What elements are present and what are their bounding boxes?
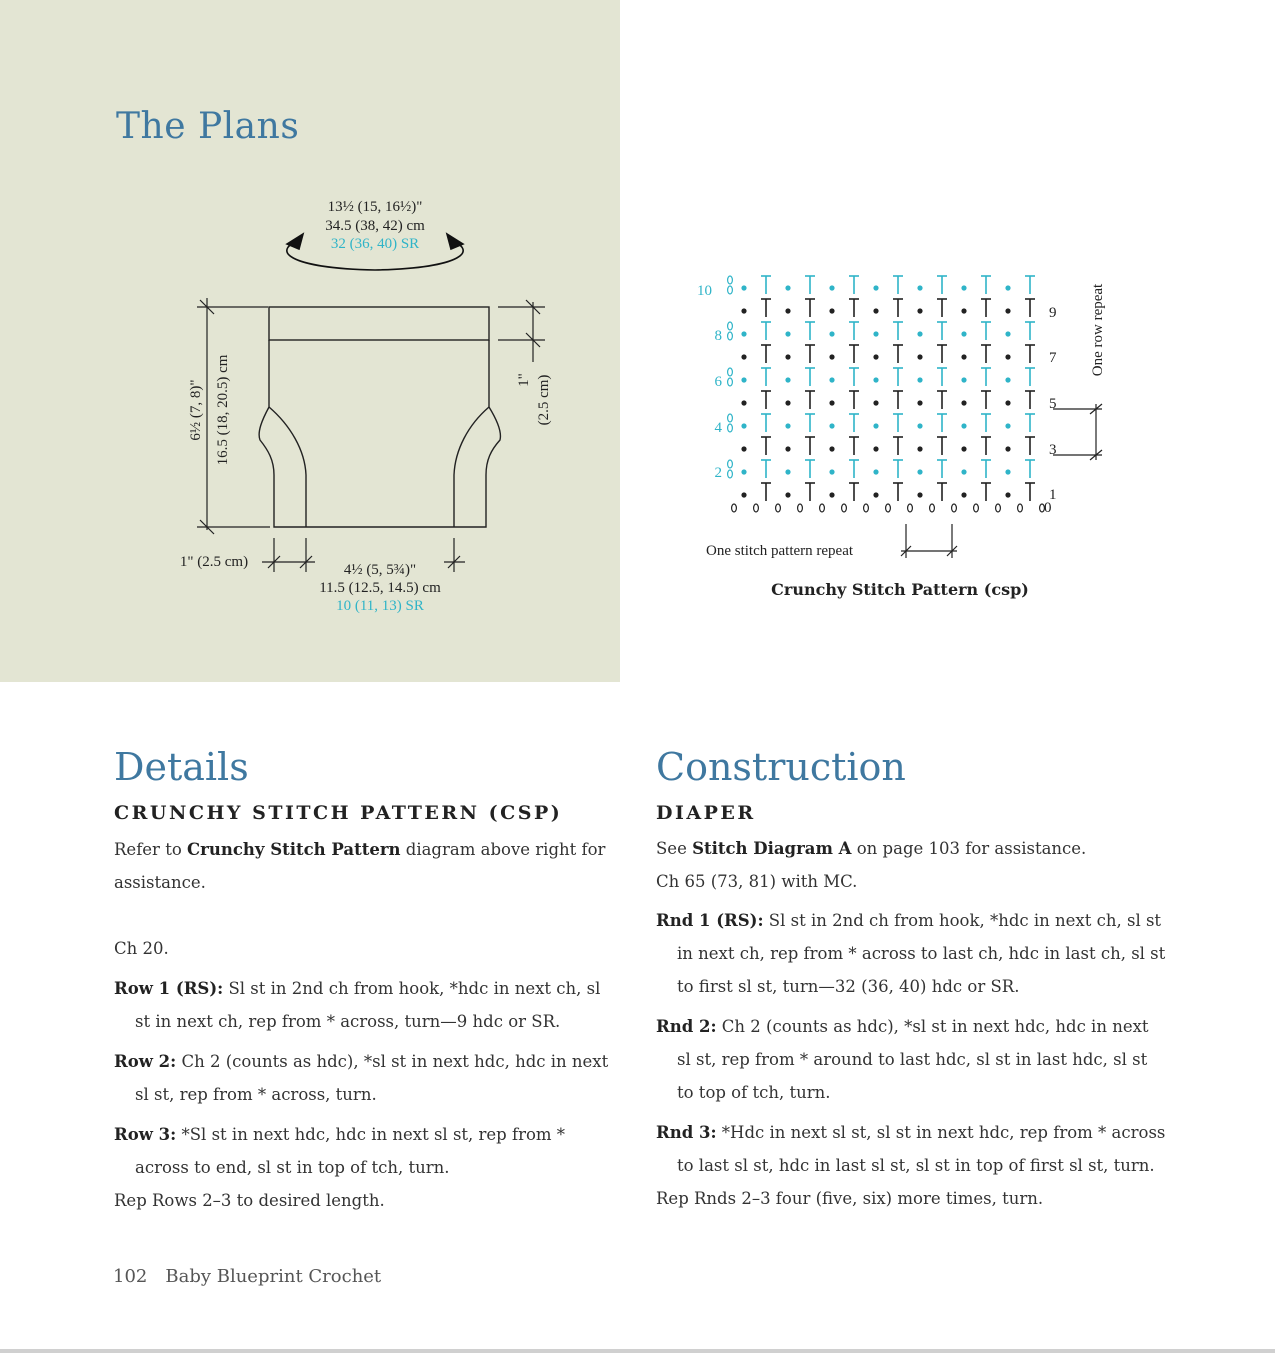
- chain-symbol: [728, 424, 733, 432]
- slst-symbol: [917, 400, 922, 405]
- construction-subheading: DIAPER: [656, 802, 756, 824]
- slst-symbol: [741, 308, 746, 313]
- row-repeat-bracket: [1053, 404, 1102, 460]
- page-number: 102: [113, 1266, 148, 1287]
- chain-symbol: [886, 504, 891, 512]
- details-body: [114, 833, 619, 1217]
- construction-rnd-3: Rnd 3: *Hdc in next sl st, sl st in next hdc, rep from * across to last sl st, hdc in last sl st, sl st in top of first sl st, turn.: [656, 1123, 1166, 1175]
- leg-measure: 1" (2.5 cm): [179, 554, 249, 570]
- construction-closing: Rep Rnds 2–3 four (five, six) more times, turn.: [656, 1189, 1044, 1208]
- slst-symbol: [917, 446, 922, 451]
- slst-symbol: [961, 377, 966, 382]
- chain-symbol: [864, 504, 869, 512]
- chain-symbol: [728, 332, 733, 340]
- slst-symbol: [829, 423, 834, 428]
- slst-symbol: [1005, 285, 1010, 290]
- slst-symbol: [829, 331, 834, 336]
- slst-symbol: [785, 308, 790, 313]
- slst-symbol: [961, 469, 966, 474]
- slst-symbol: [917, 492, 922, 497]
- slst-symbol: [1005, 469, 1010, 474]
- diaper-outline: [259, 307, 500, 527]
- row-number-left: 2: [714, 465, 722, 481]
- slst-symbol: [829, 354, 834, 359]
- chain-symbol: [728, 460, 733, 468]
- top-measure-in: 13½ (15, 16½)": [327, 199, 423, 215]
- chain-symbol: [952, 504, 957, 512]
- slst-symbol: [829, 400, 834, 405]
- slst-symbol: [741, 331, 746, 336]
- stitch-repeat-label: One stitch pattern repeat: [706, 543, 854, 559]
- slst-symbol: [873, 308, 878, 313]
- plans-title: The Plans: [116, 106, 300, 147]
- stitch-repeat-bracket: [901, 524, 957, 558]
- row-number-left: 6: [714, 374, 722, 390]
- construction-body: [656, 832, 1166, 1215]
- height-measure-in: 6½ (7, 8)": [188, 379, 204, 441]
- slst-symbol: [785, 469, 790, 474]
- diaper-schematic: [0, 0, 620, 682]
- slst-symbol: [741, 285, 746, 290]
- slst-symbol: [829, 285, 834, 290]
- chain-symbol: [776, 504, 781, 512]
- row-number-right: 9: [1049, 305, 1057, 321]
- slst-symbol: [873, 423, 878, 428]
- slst-symbol: [961, 423, 966, 428]
- details-heading: Details: [114, 745, 249, 789]
- slst-symbol: [1005, 492, 1010, 497]
- chain-symbol: [974, 504, 979, 512]
- book-title: Baby Blueprint Crochet: [165, 1266, 382, 1287]
- slst-symbol: [873, 469, 878, 474]
- construction-chain: Ch 65 (73, 81) with MC.: [656, 872, 858, 891]
- slst-symbol: [961, 285, 966, 290]
- slst-symbol: [829, 308, 834, 313]
- slst-symbol: [741, 469, 746, 474]
- slst-symbol: [785, 400, 790, 405]
- slst-symbol: [1005, 400, 1010, 405]
- slst-symbol: [917, 469, 922, 474]
- details-chain: Ch 20.: [114, 939, 169, 958]
- height-dimension-line: [197, 298, 270, 534]
- slst-symbol: [917, 354, 922, 359]
- chain-symbol: [930, 504, 935, 512]
- chain-symbol: [728, 378, 733, 386]
- slst-symbol: [961, 400, 966, 405]
- chart-caption: Crunchy Stitch Pattern (csp): [771, 580, 1029, 599]
- row-number-right: 7: [1049, 350, 1057, 366]
- band-measure-in: 1": [516, 373, 532, 387]
- slst-symbol: [1005, 423, 1010, 428]
- details-row-1: Row 1 (RS): Sl st in 2nd ch from hook, *hdc in next ch, sl st in next ch, rep from * across, turn—9 hdc or SR.: [114, 979, 601, 1031]
- slst-symbol: [1005, 308, 1010, 313]
- slst-symbol: [1005, 446, 1010, 451]
- slst-symbol: [829, 492, 834, 497]
- slst-symbol: [1005, 377, 1010, 382]
- chain-symbol: [728, 414, 733, 422]
- row-number-right: 1: [1049, 487, 1057, 503]
- bottom-measure-cm: 11.5 (12.5, 14.5) cm: [319, 580, 441, 596]
- stitch-chart: [690, 260, 1130, 570]
- construction-intro: See Stitch Diagram A on page 103 for assistance.: [656, 839, 1087, 858]
- construction-rnd-2: Rnd 2: Ch 2 (counts as hdc), *sl st in next hdc, hdc in next sl st, rep from * around to last hdc, sl st in last hdc, sl st to top of tch, turn.: [656, 1017, 1149, 1102]
- slst-symbol: [873, 446, 878, 451]
- foundation-end-label: 0: [1044, 500, 1052, 516]
- slst-symbol: [741, 446, 746, 451]
- chain-symbol: [754, 504, 759, 512]
- slst-symbol: [741, 354, 746, 359]
- slst-symbol: [873, 285, 878, 290]
- slst-symbol: [785, 285, 790, 290]
- slst-symbol: [961, 354, 966, 359]
- chain-symbol: [842, 504, 847, 512]
- plans-panel: [0, 0, 620, 682]
- slst-symbol: [873, 354, 878, 359]
- slst-symbol: [917, 331, 922, 336]
- stitch-grid: [728, 276, 1045, 512]
- row-number-left: 8: [714, 328, 722, 344]
- band-dimension-line: [498, 300, 545, 362]
- top-measure-sr: 32 (36, 40) SR: [330, 236, 420, 252]
- slst-symbol: [785, 354, 790, 359]
- slst-symbol: [917, 377, 922, 382]
- slst-symbol: [741, 492, 746, 497]
- slst-symbol: [741, 377, 746, 382]
- chain-symbol: [728, 368, 733, 376]
- details-subheading: CRUNCHY STITCH PATTERN (CSP): [114, 802, 563, 824]
- band-measure-cm: (2.5 cm): [536, 374, 552, 426]
- slst-symbol: [1005, 354, 1010, 359]
- slst-symbol: [785, 492, 790, 497]
- slst-symbol: [829, 446, 834, 451]
- slst-symbol: [785, 446, 790, 451]
- chain-symbol: [728, 322, 733, 330]
- top-measure-cm: 34.5 (38, 42) cm: [325, 218, 425, 234]
- row-number-right: 5: [1049, 396, 1057, 412]
- slst-symbol: [917, 423, 922, 428]
- details-row-2: Row 2: Ch 2 (counts as hdc), *sl st in next hdc, hdc in next sl st, rep from * across, turn.: [114, 1052, 609, 1104]
- height-measure-cm: 16.5 (18, 20.5) cm: [215, 354, 231, 466]
- slst-symbol: [741, 423, 746, 428]
- slst-symbol: [917, 308, 922, 313]
- page-footer: [113, 1266, 381, 1287]
- bottom-rule: [0, 1349, 1275, 1353]
- bottom-measure-in: 4½ (5, 5¾)": [343, 562, 417, 578]
- chain-symbol: [1018, 504, 1023, 512]
- chain-symbol: [728, 286, 733, 294]
- slst-symbol: [873, 377, 878, 382]
- slst-symbol: [785, 377, 790, 382]
- slst-symbol: [785, 331, 790, 336]
- slst-symbol: [961, 492, 966, 497]
- construction-heading: Construction: [656, 745, 906, 789]
- chain-symbol: [820, 504, 825, 512]
- slst-symbol: [917, 285, 922, 290]
- row-number-left: 10: [697, 283, 712, 299]
- chain-symbol: [996, 504, 1001, 512]
- row-number-right: 3: [1049, 442, 1057, 458]
- slst-symbol: [785, 423, 790, 428]
- slst-symbol: [961, 446, 966, 451]
- slst-symbol: [961, 308, 966, 313]
- details-intro: Refer to Crunchy Stitch Pattern diagram above right for assistance.: [114, 840, 606, 892]
- details-closing: Rep Rows 2–3 to desired length.: [114, 1191, 385, 1210]
- chain-symbol: [732, 504, 737, 512]
- slst-symbol: [873, 331, 878, 336]
- slst-symbol: [829, 377, 834, 382]
- slst-symbol: [961, 331, 966, 336]
- slst-symbol: [829, 469, 834, 474]
- chain-symbol: [798, 504, 803, 512]
- slst-symbol: [741, 400, 746, 405]
- slst-symbol: [1005, 331, 1010, 336]
- row-repeat-label: One row repeat: [1090, 283, 1106, 377]
- construction-rnd-1: Rnd 1 (RS): Sl st in 2nd ch from hook, *hdc in next ch, sl st in next ch, rep from * across to last ch, hdc in last ch, sl st to first sl st, turn—32 (36, 40) hdc or SR.: [656, 911, 1166, 996]
- chain-symbol: [728, 276, 733, 284]
- chain-symbol: [908, 504, 913, 512]
- chain-symbol: [728, 470, 733, 478]
- slst-symbol: [873, 400, 878, 405]
- bottom-measure-sr: 10 (11, 13) SR: [336, 598, 424, 614]
- row-number-left: 4: [714, 420, 722, 436]
- details-row-3: Row 3: *Sl st in next hdc, hdc in next sl st, rep from * across to end, sl st in top of tch, turn.: [114, 1125, 566, 1177]
- slst-symbol: [873, 492, 878, 497]
